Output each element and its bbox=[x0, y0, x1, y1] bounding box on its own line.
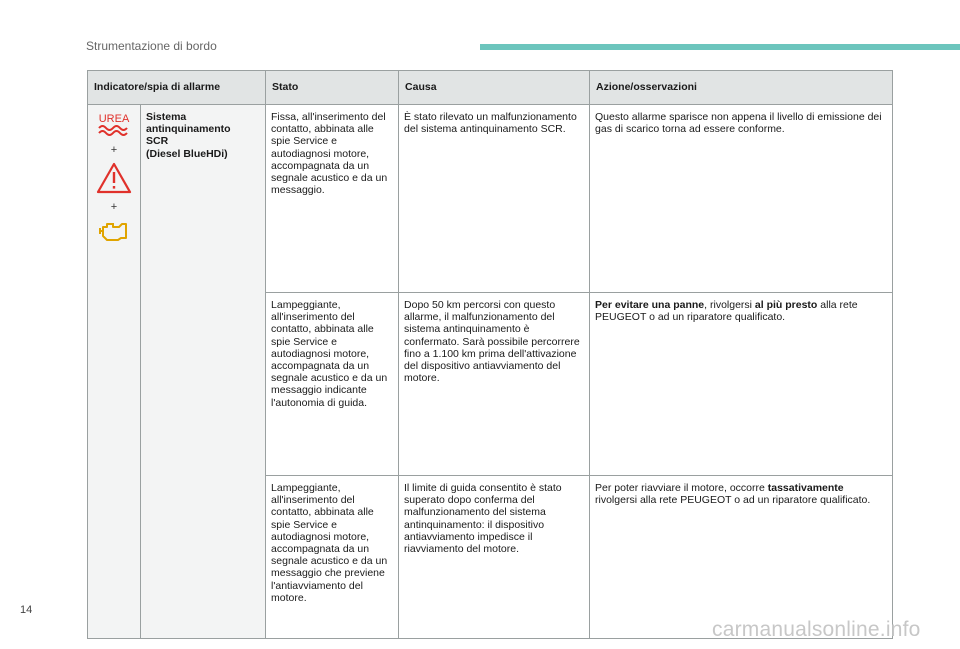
system-name: Sistema antinquinamento SCR (Diesel BlueHDi) bbox=[146, 111, 231, 160]
urea-icon-label: UREA bbox=[98, 113, 130, 125]
cause-cell: Dopo 50 km percorsi con questo allarme, il malfunzionamento del sistema antinquinamento è confermato. Sarà possibile percorrere fino a 1.100 km prima dell'attivazione del dispositivo antiavviamento del motore. bbox=[399, 293, 590, 476]
cause-cell: Il limite di guida consentito è stato superato dopo conferma del malfunzionamento del sistema antinquinamento: il dispositivo antiavviamento impedisce il riavviamento del motore. bbox=[399, 476, 590, 639]
column-header-cause: Causa bbox=[399, 71, 590, 105]
column-header-action: Azione/osservazioni bbox=[590, 71, 893, 105]
section-title: Strumentazione di bordo bbox=[86, 39, 217, 53]
status-cell: Lampeggiante, all'inserimento del contatto, abbinata alle spie Service e autodiagnosi motore, accompagnata da un segnale acustico e da un messaggio che previene l'antiavviamento del motore. bbox=[266, 476, 399, 639]
page-number: 14 bbox=[20, 604, 33, 616]
watermark: carmanualsonline.info bbox=[712, 618, 921, 641]
engine-check-icon bbox=[97, 219, 131, 243]
plus-sign: + bbox=[110, 144, 118, 156]
status-cell: Lampeggiante, all'inserimento del contatto, abbinata alle spie Service e autodiagnosi motore, accompagnata da un segnale acustico e da un messaggio indicante l'autonomia di guida. bbox=[266, 293, 399, 476]
indicator-icons-cell bbox=[88, 105, 141, 639]
system-name-cell bbox=[141, 105, 266, 639]
header-accent-bar bbox=[480, 44, 960, 50]
table-header-row bbox=[88, 71, 893, 105]
action-bold-text: al più presto bbox=[754, 299, 818, 311]
column-header-status: Stato bbox=[266, 71, 399, 105]
action-bold-text: tassativamente bbox=[767, 482, 844, 494]
action-cell: Per evitare una panne, rivolgersi al più presto alla rete PEUGEOT o ad un riparatore qualificato. bbox=[590, 293, 893, 476]
plus-sign: + bbox=[110, 201, 118, 214]
action-bold-text: Per evitare una panne bbox=[595, 299, 705, 311]
action-cell: Per poter riavviare il motore, occorre tassativamente rivolgersi alla rete PEUGEOT o ad un riparatore qualificato. bbox=[590, 476, 893, 639]
cause-cell: È stato rilevato un malfunzionamento del sistema antinquinamento SCR. bbox=[399, 105, 590, 293]
urea-warning-icon bbox=[97, 111, 131, 137]
warning-lights-table bbox=[87, 70, 893, 639]
status-cell: Fissa, all'inserimento del contatto, abbinata alle spie Service e autodiagnosi motore, accompagnata da un segnale acustico e da un messaggio. bbox=[266, 105, 399, 293]
table-row bbox=[88, 105, 893, 293]
action-cell: Questo allarme sparisce non appena il livello di emissione dei gas di scarico torna ad essere conforme. bbox=[590, 105, 893, 293]
column-header-indicator: Indicatore/spia di allarme bbox=[88, 71, 266, 105]
warning-triangle-icon bbox=[96, 162, 132, 194]
